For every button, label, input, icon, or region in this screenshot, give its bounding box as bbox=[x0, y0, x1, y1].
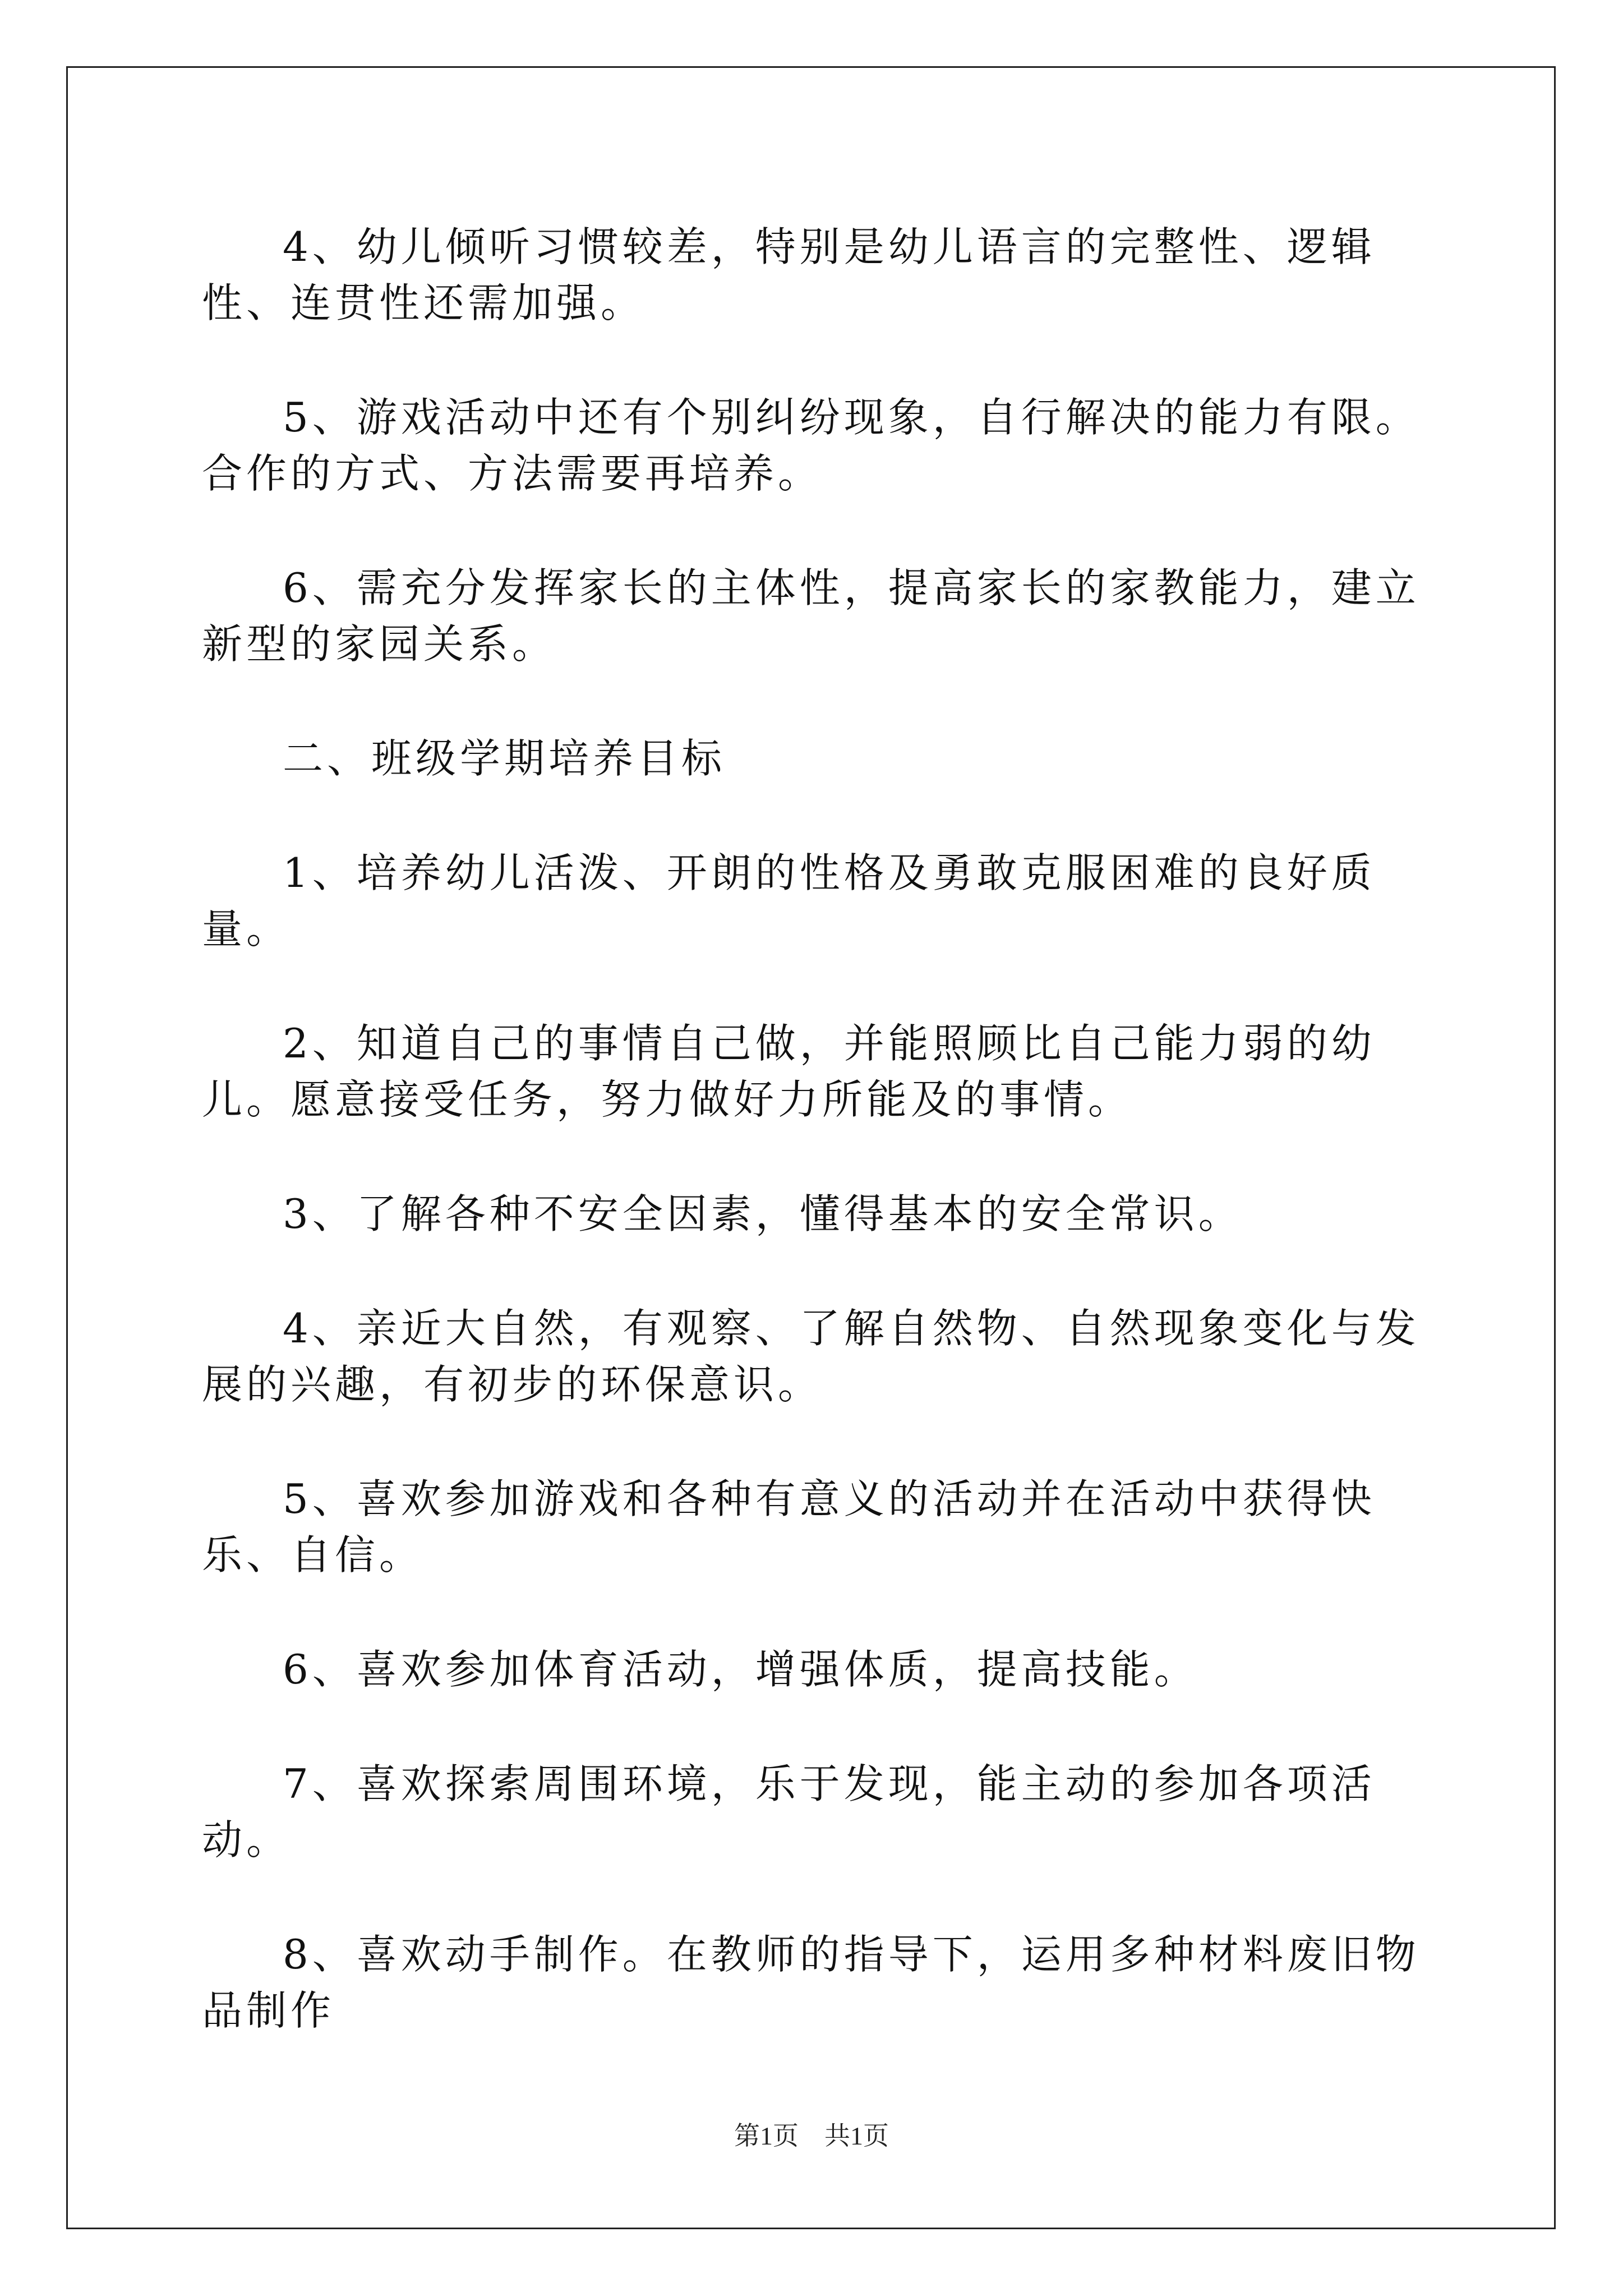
paragraph-6: 2、知道自己的事情自己做，并能照顾比自己能力弱的幼儿。愿意接受任务，努力做好力所能及的事情。 bbox=[202, 1020, 1376, 1123]
section-heading: 二、班级学期培养目标 bbox=[283, 735, 726, 782]
page-footer: 第1页 共1页 bbox=[734, 2122, 889, 2150]
paragraph-8: 4、亲近大自然，有观察、了解自然物、自然现象变化与发展的兴趣，有初步的环保意识。 bbox=[202, 1305, 1420, 1408]
paragraph-1: 4、幼儿倾听习惯较差，特别是幼儿语言的完整性、逻辑性、连贯性还需加强。 bbox=[202, 223, 1376, 326]
paragraph-3: 6、需充分发挥家长的主体性，提高家长的家教能力，建立新型的家园关系。 bbox=[202, 564, 1420, 668]
paragraph-9: 5、喜欢参加游戏和各种有意义的活动并在活动中获得快乐、自信。 bbox=[202, 1475, 1376, 1579]
paragraph-12: 8、喜欢动手制作。在教师的指导下，运用多种材料废旧物品制作 bbox=[202, 1931, 1420, 2034]
paragraph-5: 1、培养幼儿活泼、开朗的性格及勇敢克服困难的良好质量。 bbox=[202, 849, 1376, 953]
paragraph-10: 6、喜欢参加体育活动，增强体质，提高技能。 bbox=[283, 1646, 1198, 1693]
paragraph-2: 5、游戏活动中还有个别纠纷现象，自行解决的能力有限。合作的方式、方法需要再培养。 bbox=[202, 394, 1420, 497]
paragraph-11: 7、喜欢探索周围环境，乐于发现，能主动的参加各项活动。 bbox=[202, 1760, 1376, 1864]
document-body bbox=[202, 219, 1433, 2097]
paragraph-7: 3、了解各种不安全因素，懂得基本的安全常识。 bbox=[283, 1190, 1243, 1237]
